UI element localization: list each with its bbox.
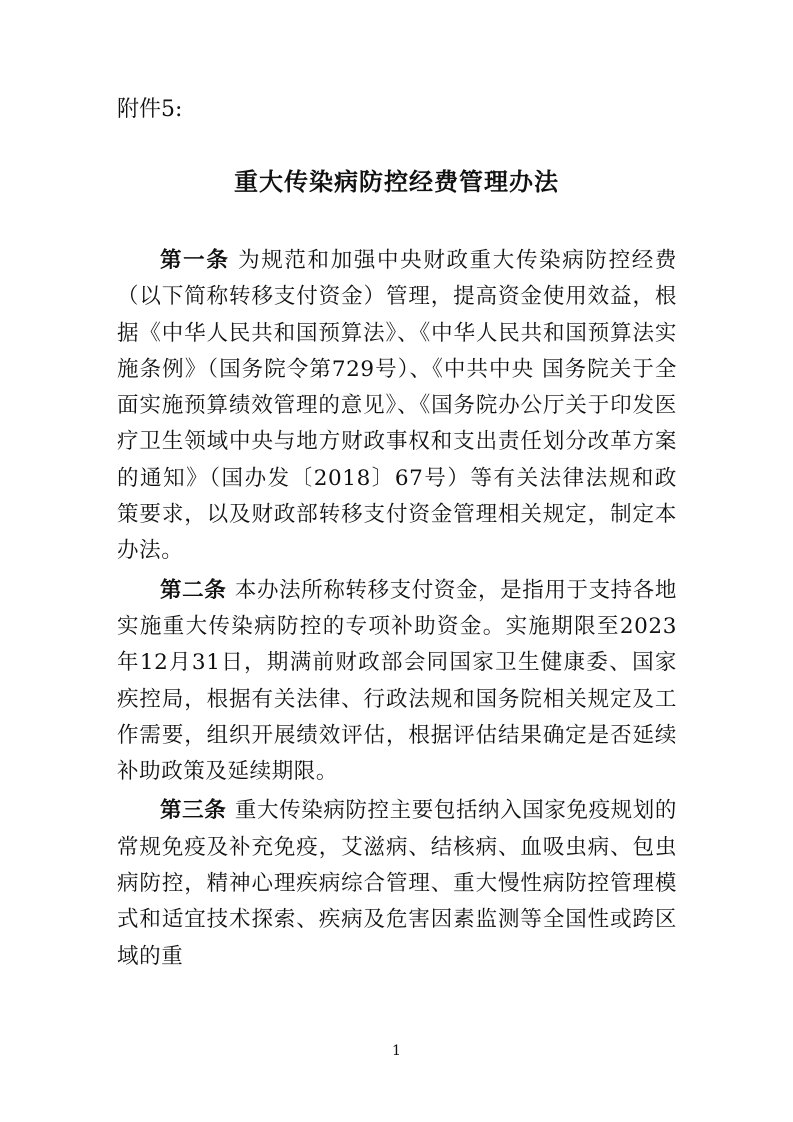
document-title: 重大传染病防控经费管理办法 (234, 167, 559, 196)
article-2-text: 本办法所称转移支付资金，是指用于支持各地实施重大传染病防控的专项补助资金。实施期限至2023年12月31日，期满前财政部会同国家卫生健康委、国家疾控局，根据有关法律、行政法规和国务院相关规定及工作需要，组织开展绩效评估，根据评估结果确定是否延续补助政策及延续期限。 (117, 577, 677, 785)
page-number: 1 (392, 1043, 401, 1059)
article-2-number: 第二条 (160, 577, 227, 603)
article-1 (117, 243, 677, 570)
article-2 (117, 573, 677, 791)
article-1-number: 第一条 (160, 248, 230, 273)
article-3-text: 重大传染病防控主要包括纳入国家免疫规划的常规免疫及补充免疫，艾滋病、结核病、血吸虫病、包虫病防控，精神心理疾病综合管理、重大慢性病防控管理模式和适宜技术探索、疾病及危害因素监测等全国性或跨区域的重 (117, 798, 677, 969)
article-1-text: 为规范和加强中央财政重大传染病防控经费（以下简称转移支付资金）管理，提高资金使用效益，根据《中华人民共和国预算法》、《中华人民共和国预算法实施条例》（国务院令第729号）、《中共中央 国务院关于全面实施预算绩效管理的意见》、《国务院办公厅关于印发医疗卫生领域中央与地方财政事权和支出责任划分改革方案的通知》（国办发〔2018〕67号）等有关法律法规和政策要求，以及财政部转移支付资金管理相关规定，制定本办法。 (117, 248, 677, 564)
attachment-label: 附件5: (117, 97, 183, 122)
article-3 (117, 793, 677, 974)
document-body (117, 243, 677, 975)
article-3-number: 第三条 (160, 798, 227, 824)
